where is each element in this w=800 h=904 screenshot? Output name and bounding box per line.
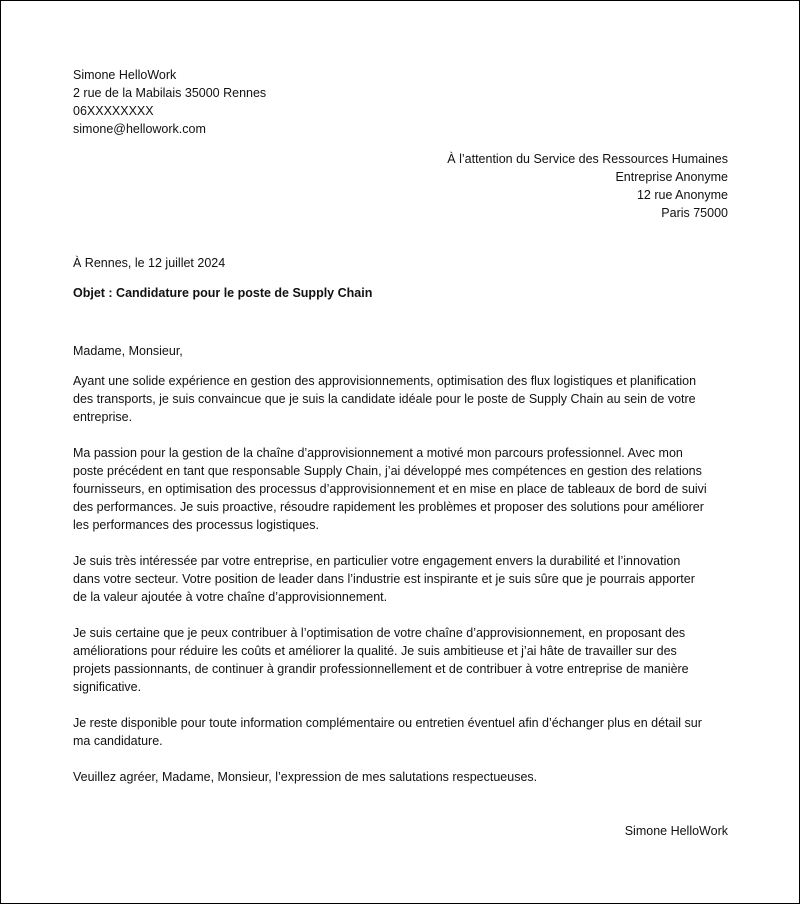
- closing-formula: Veuillez agréer, Madame, Monsieur, l’expression de mes salutations respectueuses.: [73, 770, 538, 784]
- salutation: Madame, Monsieur,: [73, 344, 183, 358]
- recipient-street: 12 rue Anonyme: [636, 188, 728, 202]
- sender-address: 2 rue de la Mabilais 35000 Rennes: [73, 86, 267, 100]
- paragraph-line: fournisseurs, en optimisation des processus d’approvisionnement et en mise en place de tableaux de bord de suivi: [73, 482, 707, 496]
- sender-email: simone@hellowork.com: [73, 122, 206, 136]
- sender-phone: 06XXXXXXXX: [73, 104, 154, 118]
- paragraph-line: ma candidature.: [73, 734, 163, 748]
- sender-block: [73, 66, 728, 138]
- sender-name: Simone HelloWork: [73, 68, 177, 82]
- paragraph-line: Je suis certaine que je peux contribuer à l’optimisation de votre chaîne d’approvisionnement, en proposant des: [73, 626, 686, 640]
- paragraph-line: Ma passion pour la gestion de la chaîne d’approvisionnement a motivé mon parcours professionnel. Avec mon: [73, 446, 683, 460]
- paragraph-line: Ayant une solide expérience en gestion des approvisionnements, optimisation des flux logistiques et planification: [73, 374, 697, 388]
- signature: Simone HelloWork: [624, 824, 728, 838]
- date-line: À Rennes, le 12 juillet 2024: [73, 256, 226, 270]
- body-paragraph-5: [73, 714, 728, 750]
- paragraph-line: des transports, je suis convaincue que je suis la candidate idéale pour le poste de Supply Chain au sein de votre: [73, 392, 696, 406]
- body-paragraph-3: [73, 552, 728, 606]
- body-paragraph-4: [73, 624, 728, 696]
- paragraph-line: poste précédent en tant que responsable Supply Chain, j’ai développé mes compétences en gestion des relations: [73, 464, 702, 478]
- recipient-city: Paris 75000: [661, 206, 728, 220]
- body-paragraph-2: [73, 444, 728, 534]
- paragraph-line: dans votre secteur. Votre position de leader dans l’industrie est inspirante et je suis sûre que je pourrais apporter: [73, 572, 695, 586]
- paragraph-line: de la valeur ajoutée à votre chaîne d’approvisionnement.: [73, 590, 388, 604]
- paragraph-line: améliorations pour réduire les coûts et améliorer la qualité. Je suis ambitieuse et j’ai hâte de travailler sur des: [73, 644, 677, 658]
- paragraph-line: projets passionnants, de continuer à grandir professionnellement et de contribuer à votre entreprise de manière: [73, 662, 689, 676]
- paragraph-line: Je suis très intéressée par votre entreprise, en particulier votre engagement envers la durabilité et l’innovation: [73, 554, 681, 568]
- recipient-attention: À l’attention du Service des Ressources Humaines: [447, 152, 728, 166]
- paragraph-line: entreprise.: [73, 410, 133, 424]
- paragraph-line: Je reste disponible pour toute information complémentaire ou entretien éventuel afin d’échanger plus en détail sur: [73, 716, 702, 730]
- body-paragraph-1: [73, 372, 728, 426]
- paragraph-line: les performances des processus logistiques.: [73, 518, 319, 532]
- subject-line: Objet : Candidature pour le poste de Supply Chain: [73, 286, 373, 300]
- paragraph-line: significative.: [73, 680, 142, 694]
- paragraph-line: des performances. Je suis proactive, résoudre rapidement les problèmes et proposer des solutions pour améliorer: [73, 500, 704, 514]
- recipient-block: [73, 150, 728, 222]
- recipient-company: Entreprise Anonyme: [615, 170, 728, 184]
